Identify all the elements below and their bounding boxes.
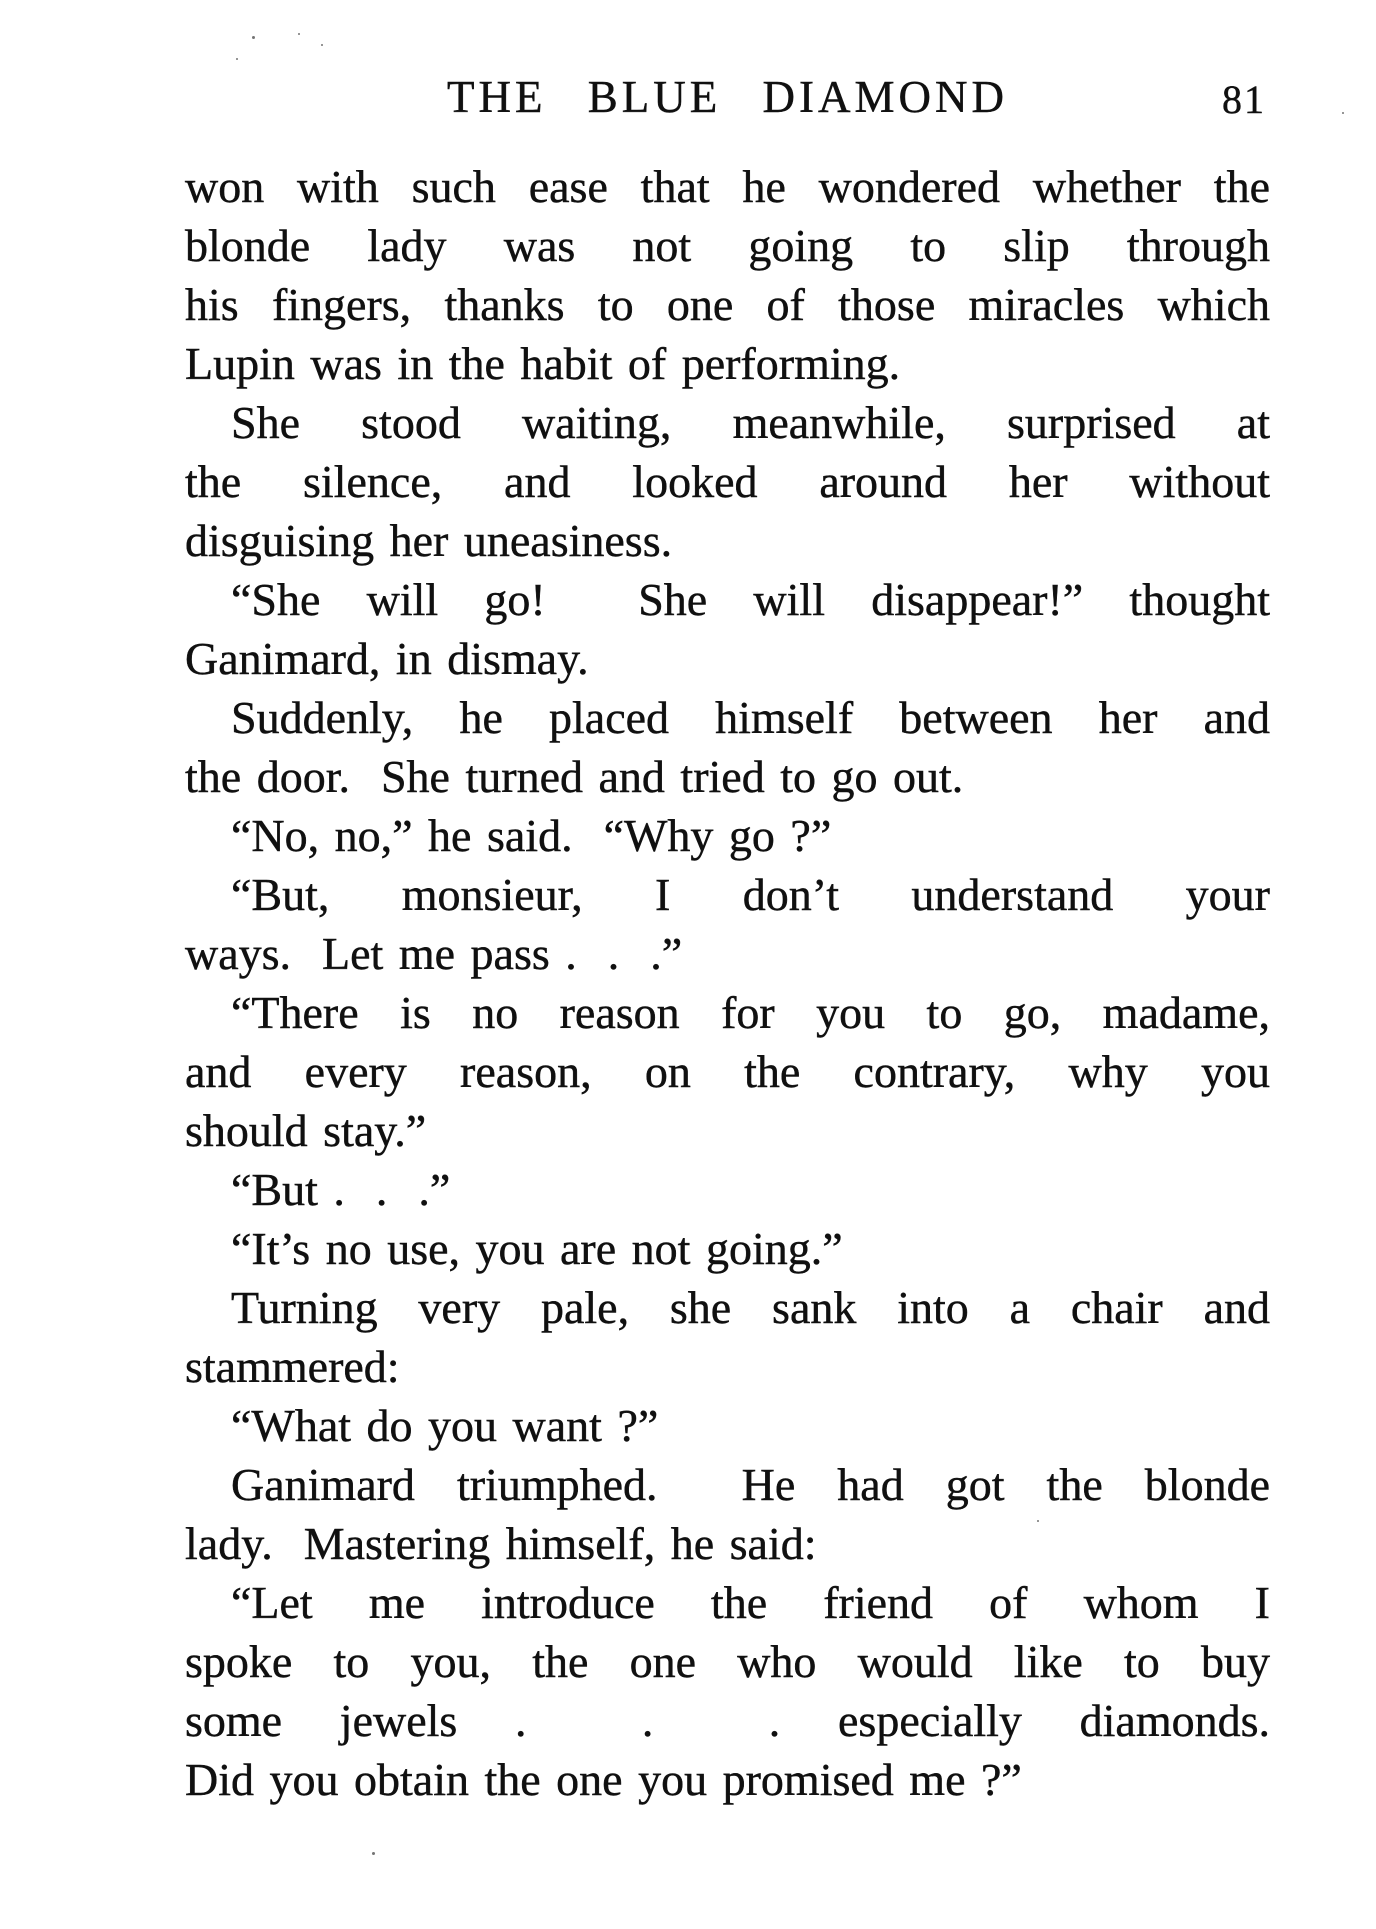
text-line: “It’s no use, you are not going.” bbox=[231, 1223, 843, 1274]
text-line: Ganimard triumphed. He had got the blonde bbox=[231, 1459, 1270, 1510]
page-number: 81 bbox=[1222, 77, 1266, 122]
text-line: Did you obtain the one you promised me ?” bbox=[185, 1754, 1022, 1805]
paragraph bbox=[185, 393, 1270, 570]
text-line: Suddenly, he placed himself between her and bbox=[231, 692, 1270, 743]
scan-speck bbox=[252, 36, 255, 39]
paragraph bbox=[185, 1160, 1270, 1219]
paragraph bbox=[185, 1396, 1270, 1455]
paragraph bbox=[185, 688, 1270, 806]
scan-speck bbox=[1037, 1520, 1039, 1522]
scan-speck bbox=[298, 33, 300, 35]
text-line: his fingers, thanks to one of those miracles which bbox=[185, 279, 1270, 330]
paragraph bbox=[185, 1219, 1270, 1278]
text-line: She stood waiting, meanwhile, surprised at bbox=[231, 397, 1270, 448]
page-body bbox=[185, 157, 1270, 1809]
text-line: the silence, and looked around her without bbox=[185, 456, 1270, 507]
paragraph bbox=[185, 570, 1270, 688]
text-line: “No, no,” he said. “Why go ?” bbox=[231, 810, 832, 861]
text-line: should stay.” bbox=[185, 1105, 427, 1156]
text-line: “There is no reason for you to go, madame, bbox=[231, 987, 1270, 1038]
running-head-title: THE BLUE DIAMOND bbox=[447, 72, 1008, 122]
text-line: and every reason, on the contrary, why you bbox=[185, 1046, 1270, 1097]
text-line: some jewels . . . especially diamonds. bbox=[185, 1695, 1270, 1746]
paragraph bbox=[185, 1573, 1270, 1809]
scan-speck bbox=[372, 1852, 375, 1855]
scan-speck bbox=[321, 44, 323, 46]
text-line: Turning very pale, she sank into a chair and bbox=[231, 1282, 1270, 1333]
text-line: “But, monsieur, I don’t understand your bbox=[231, 869, 1270, 920]
paragraph bbox=[185, 157, 1270, 393]
text-line: “But . . .” bbox=[231, 1164, 451, 1215]
text-line: the door. She turned and tried to go out. bbox=[185, 751, 964, 802]
text-line: ways. Let me pass . . .” bbox=[185, 928, 683, 979]
text-line: Ganimard, in dismay. bbox=[185, 633, 589, 684]
text-line: disguising her uneasiness. bbox=[185, 515, 673, 566]
text-line: “Let me introduce the friend of whom I bbox=[231, 1577, 1270, 1628]
paragraph bbox=[185, 865, 1270, 983]
paragraph bbox=[185, 1455, 1270, 1573]
text-line: stammered: bbox=[185, 1341, 400, 1392]
text-line: blonde lady was not going to slip through bbox=[185, 220, 1270, 271]
text-line: Lupin was in the habit of performing. bbox=[185, 338, 901, 389]
paragraph bbox=[185, 806, 1270, 865]
paragraph bbox=[185, 983, 1270, 1160]
page-header bbox=[185, 72, 1270, 122]
text-line: lady. Mastering himself, he said: bbox=[185, 1518, 817, 1569]
text-line: won with such ease that he wondered whether the bbox=[185, 161, 1270, 212]
text-line: “What do you want ?” bbox=[231, 1400, 659, 1451]
scan-speck bbox=[1342, 112, 1344, 114]
text-line: spoke to you, the one who would like to buy bbox=[185, 1636, 1270, 1687]
text-line: “She will go! She will disappear!” thought bbox=[231, 574, 1270, 625]
paragraph bbox=[185, 1278, 1270, 1396]
scan-speck bbox=[236, 58, 238, 60]
